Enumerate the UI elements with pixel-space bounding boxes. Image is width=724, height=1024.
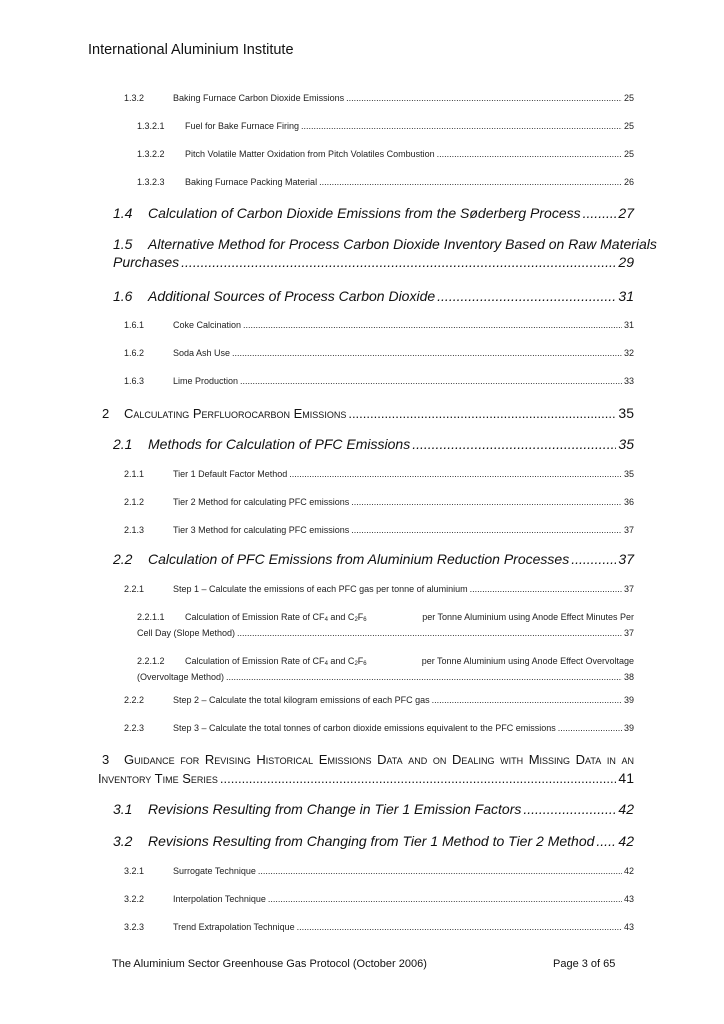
toc-leader [432,695,622,705]
toc-number: 1.3.2.1 [137,121,165,131]
toc-text: F [357,612,364,622]
toc-page: 33 [623,376,634,386]
toc-title: Soda Ash Use [173,348,231,358]
toc-page: 25 [623,93,634,103]
toc-number: 3.2.2 [124,894,145,904]
toc-page: 25 [623,121,634,131]
toc-entry-3-2-1[interactable] [124,866,634,876]
toc-number: 2.1 [113,436,133,452]
toc-leader [220,770,617,787]
toc-leader [243,320,622,330]
toc-title: Additional Sources of Process Carbon Dioxide [148,288,436,304]
subscript: 4 [324,661,328,667]
toc-title: Baking Furnace Packing Material [185,177,318,187]
toc-text: per Tonne Aluminium using Anode Effect Minutes Per [422,612,634,622]
toc-title: Surrogate Technique [173,866,256,876]
toc-leader [558,723,622,733]
page-number: Page 3 of 65 [553,958,616,970]
toc-text: and C [327,612,355,622]
toc-leader [437,149,622,159]
toc-text: and C [327,656,355,666]
toc-leader [351,525,622,535]
toc-entry-2-1[interactable] [113,436,634,452]
toc-entry-1-3-2[interactable] [124,93,634,103]
toc-title: Step 1 – Calculate the emissions of each PFC gas per tonne of aluminium [173,584,468,594]
subscript: 2 [354,661,358,667]
toc-title-part-a [185,654,367,668]
toc-title: Calculation of PFC Emissions from Aluminium Reduction Processes [148,551,570,567]
toc-leader [412,436,616,452]
toc-entry-1-3-2-3[interactable] [137,177,634,187]
toc-title: Trend Extrapolation Technique [173,922,295,932]
toc-leader [351,497,622,507]
toc-number: 3.2.3 [124,922,145,932]
toc-title: Tier 3 Method for calculating PFC emissions [173,525,350,535]
toc-entry-2-2[interactable] [113,551,634,567]
toc-entry-2-2-1-2[interactable] [137,654,634,684]
toc-title-line1 [185,654,634,668]
toc-title-line2: (Overvoltage Method) [137,672,225,682]
toc-number: 3 [102,752,110,767]
toc-page: 39 [623,723,634,733]
toc-title: Methods for Calculation of PFC Emissions [148,436,411,452]
toc-entry-1-5[interactable] [113,236,657,270]
toc-leader [583,205,617,221]
toc-leader [596,833,616,849]
toc-title: Baking Furnace Carbon Dioxide Emissions [173,93,345,103]
toc-entry-2-1-2[interactable] [124,497,634,507]
subscript: 2 [354,617,358,623]
toc-title-part-a [185,610,367,624]
toc-page: 36 [623,497,634,507]
subscript: 6 [363,617,367,623]
toc-page: 42 [618,801,634,817]
toc-title-line1: Guidance for Revising Historical Emissions Data and on Dealing with Missing Data in an [124,752,634,767]
toc-entry-3-2-3[interactable] [124,922,634,932]
toc-leader [289,469,622,479]
toc-number: 1.6.3 [124,376,145,386]
subscript: 4 [324,617,328,623]
toc-leader [297,922,622,932]
toc-page: 41 [618,770,634,786]
toc-entry-3-2[interactable] [113,833,634,849]
toc-title: Tier 2 Method for calculating PFC emissions [173,497,350,507]
toc-entry-1-4[interactable] [113,205,634,221]
toc-number: 3.2 [113,833,133,849]
toc-title: Fuel for Bake Furnace Firing [185,121,300,131]
toc-number: 2.1.3 [124,525,145,535]
toc-number: 2.2.3 [124,723,145,733]
toc-number: 1.6.1 [124,320,145,330]
toc-leader [232,348,622,358]
toc-text: Calculation of Emission Rate of CF [185,612,325,622]
toc-number: 2.2.1.1 [137,612,165,622]
toc-entry-3-1[interactable] [113,801,634,817]
toc-page: 38 [623,672,634,682]
page-header: International Aluminium Institute [88,42,294,58]
toc-page: 39 [623,695,634,705]
toc-leader [268,894,622,904]
toc-text: F [357,656,364,666]
page-footer-title: The Aluminium Sector Greenhouse Gas Protocol (October 2006) [112,958,427,970]
toc-page: 32 [623,348,634,358]
toc-leader [258,866,622,876]
toc-title-line2: Cell Day (Slope Method) [137,628,236,638]
toc-page: 43 [623,922,634,932]
toc-number: 1.5 [113,236,133,252]
toc-leader [240,376,622,386]
toc-page: 26 [623,177,634,187]
toc-page: 37 [623,525,634,535]
toc-number: 2 [102,406,110,421]
toc-title: Lime Production [173,376,239,386]
toc-page: 35 [618,436,634,452]
toc-title: Calculation of Carbon Dioxide Emissions from the Søderberg Process [148,205,581,221]
toc-number: 1.3.2 [124,93,145,103]
toc-title: Coke Calcination [173,320,242,330]
toc-leader [226,670,622,684]
toc-number: 2.2.1 [124,584,145,594]
toc-number: 3.1 [113,801,133,817]
toc-leader [571,551,616,567]
toc-title-line1 [185,610,634,624]
toc-page: 31 [618,288,634,304]
toc-entry-2-2-1-1[interactable] [137,610,634,640]
toc-number: 2.1.2 [124,497,145,507]
toc-title: Revisions Resulting from Changing from Tier 1 Method to Tier 2 Method [148,833,595,849]
toc-leader [181,254,616,270]
toc-page: 37 [618,551,634,567]
toc-page: 29 [618,254,634,270]
toc-title-line1: Alternative Method for Process Carbon Dioxide Inventory Based on Raw Materials [148,236,657,252]
toc-entry-1-6-3[interactable] [124,376,634,386]
toc-page: 42 [618,833,634,849]
toc-leader [319,177,622,187]
toc-number: 2.2.1.2 [137,656,165,666]
toc-entry-2-1-1[interactable] [124,469,634,479]
toc-text: Calculation of Emission Rate of CF [185,656,325,666]
toc-entry-1-6[interactable] [113,288,634,304]
toc-page: 37 [623,584,634,594]
toc-entry-2-2-2[interactable] [124,695,634,705]
toc-chapter-3[interactable] [98,751,634,787]
subscript: 6 [363,661,367,667]
toc-entry-2-2-3[interactable] [124,723,634,733]
toc-page: 35 [618,405,634,421]
toc-page: 27 [618,205,634,221]
toc-entry-1-3-2-2[interactable] [137,149,634,159]
toc-leader [237,626,622,640]
toc-page: 35 [623,469,634,479]
toc-number: 1.4 [113,205,133,221]
toc-title: Tier 1 Default Factor Method [173,469,288,479]
toc-entry-1-6-1[interactable] [124,320,634,330]
toc-title-line2: Purchases [113,254,180,270]
toc-number: 1.6.2 [124,348,145,358]
toc-page: 31 [623,320,634,330]
toc-page: 42 [623,866,634,876]
toc-entry-1-6-2[interactable] [124,348,634,358]
toc-number: 3.2.1 [124,866,145,876]
toc-number: 1.3.2.2 [137,149,165,159]
toc-leader [470,584,622,594]
toc-page: 37 [623,628,634,638]
toc-title: Pitch Volatile Matter Oxidation from Pitch Volatiles Combustion [185,149,435,159]
toc-entry-1-3-2-1[interactable] [137,121,634,131]
toc-chapter-2[interactable] [102,405,634,421]
toc-title: Step 3 – Calculate the total tonnes of carbon dioxide emissions equivalent to the PFC emissions [173,723,556,733]
toc-entry-3-2-2[interactable] [124,894,634,904]
toc-number: 1.6 [113,288,133,304]
toc-title: Calculating Perfluorocarbon Emissions [124,406,347,421]
toc-page: 25 [623,149,634,159]
toc-leader [348,406,616,421]
toc-number: 2.1.1 [124,469,145,479]
toc-number: 1.3.2.3 [137,177,165,187]
toc-title: Interpolation Technique [173,894,266,904]
toc-leader [437,288,616,304]
toc-leader [301,121,622,131]
toc-entry-2-1-3[interactable] [124,525,634,535]
toc-title: Revisions Resulting from Change in Tier 1 Emission Factors [148,801,522,817]
toc-leader [346,93,622,103]
toc-number: 2.2 [113,551,133,567]
toc-page: 43 [623,894,634,904]
toc-leader [523,801,616,817]
toc-number: 2.2.2 [124,695,145,705]
toc-text: per Tonne Aluminium using Anode Effect Overvoltage [421,656,634,666]
toc-entry-2-2-1[interactable] [124,584,634,594]
toc-title: Step 2 – Calculate the total kilogram emissions of each PFC gas [173,695,430,705]
toc-title-line2: Inventory Time Series [98,771,218,786]
